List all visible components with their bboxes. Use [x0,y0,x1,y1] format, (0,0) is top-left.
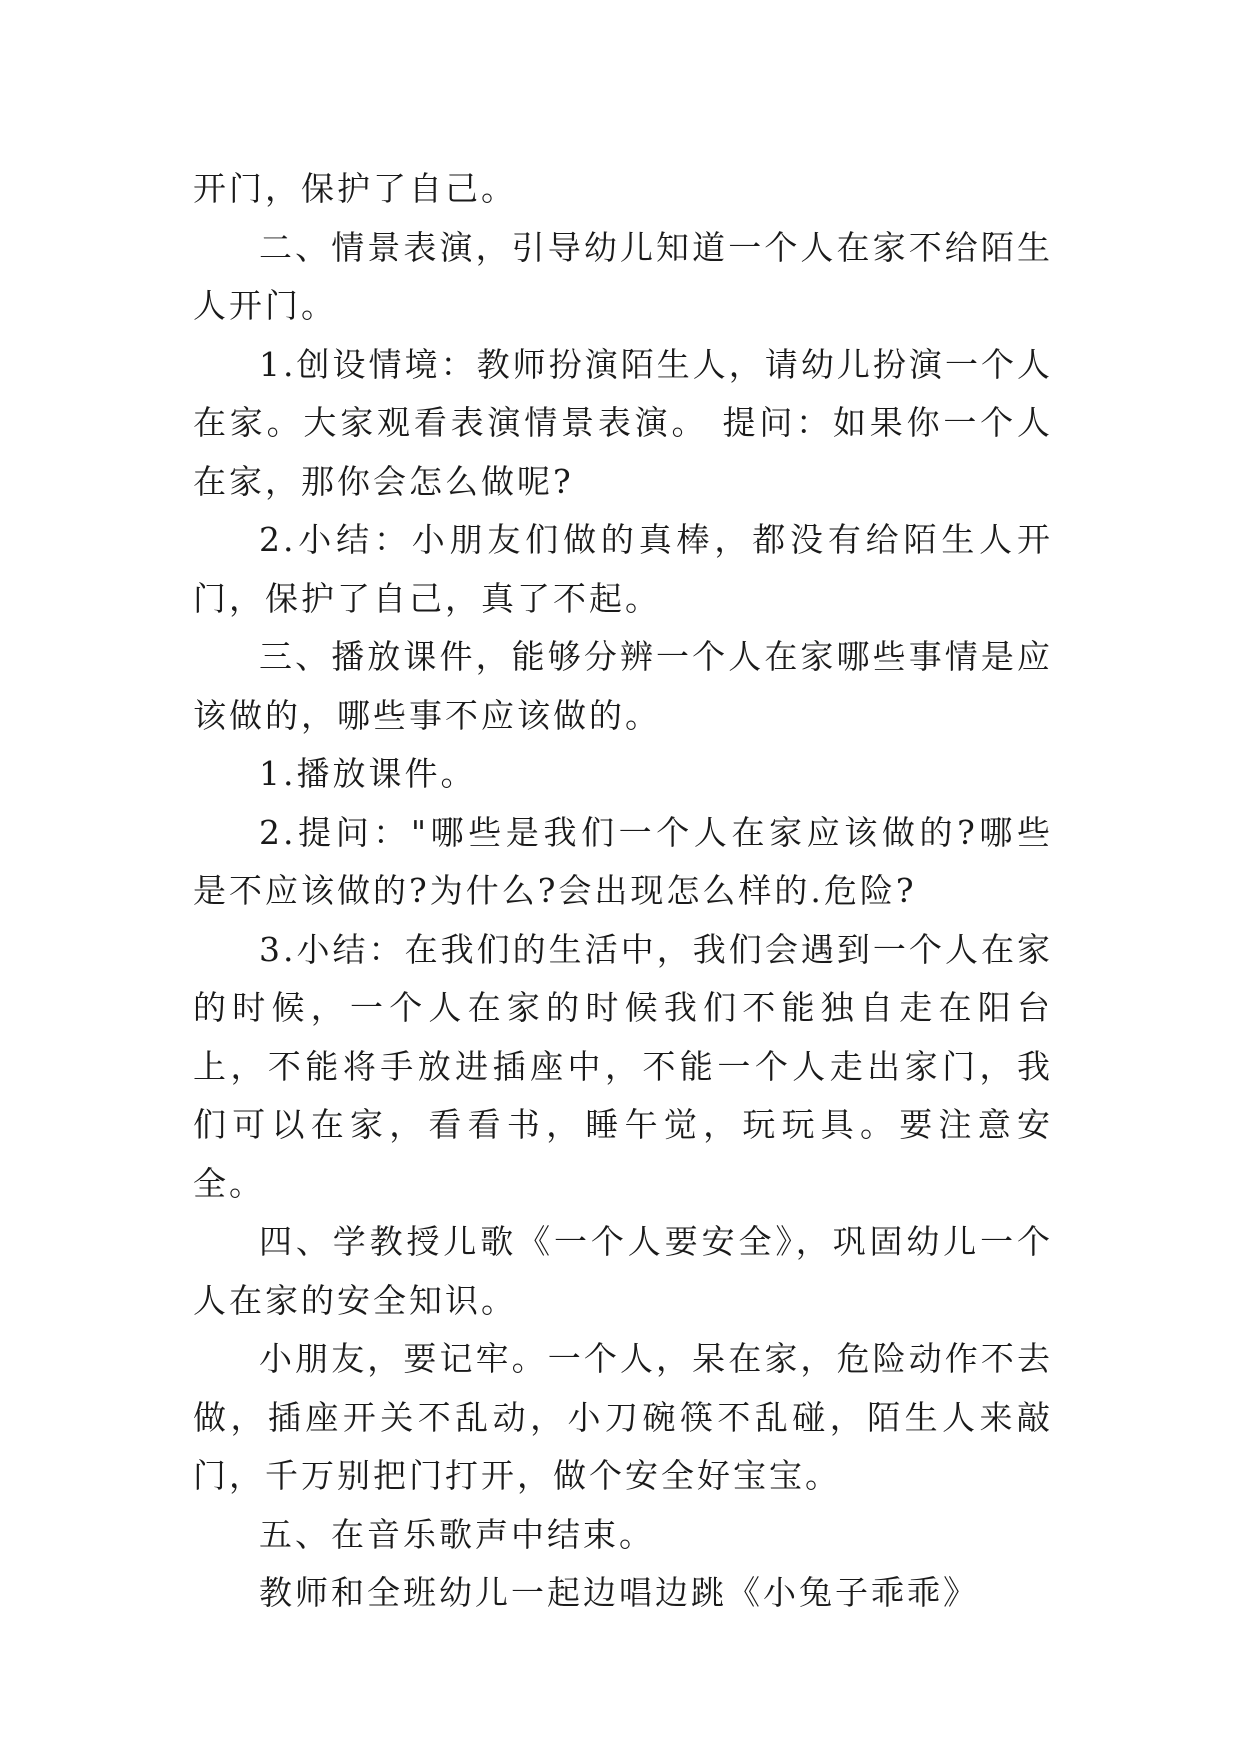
section-heading-2: 二、情景表演，引导幼儿知道一个人在家不给陌生人开门。 [193,227,1053,325]
paragraph-item: 1.播放课件。 [259,754,477,793]
paragraph-item: 1.创设情境：教师扮演陌生人，请幼儿扮演一个人在家。大家观看表演情景表演。 提问：如果你一个人在家，那你会怎么做呢? [193,344,1053,501]
section-heading-4: 四、学教授儿歌《一个人要安全》，巩固幼儿一个人在家的安全知识。 [193,1222,1053,1320]
paragraph-item: 3.小结：在我们的生活中，我们会遇到一个人在家的时候，一个人在家的时候我们不能独自走在阳台上，不能将手放进插座中，不能一个人走出家门，我们可以在家，看看书，睡午觉，玩玩具。要注意安全。 [193,929,1053,1203]
section-heading-3: 三、播放课件，能够分辨一个人在家哪些事情是应该做的，哪些事不应该做的。 [193,637,1053,735]
section-heading-5: 五、在音乐歌声中结束。 [259,1514,655,1554]
paragraph-item: 教师和全班幼儿一起边唱边跳《小兔子乖乖》 [259,1573,979,1612]
paragraph-item: 2.小结：小朋友们做的真棒，都没有给陌生人开门，保护了自己，真了不起。 [193,520,1053,618]
nursery-rhyme: 小朋友，要记牢。一个人，呆在家，危险动作不去做，插座开关不乱动，小刀碗筷不乱碰，陌生人来敲门，千万别把门打开，做个安全好宝宝。 [193,1339,1053,1495]
paragraph-continuation: 开门，保护了自己。 [193,169,517,208]
paragraph-item: 2.提问："哪些是我们一个人在家应该做的?哪些是不应该做的?为什么?会出现怎么样的.危险? [193,812,1053,910]
document-body [193,160,1053,1623]
